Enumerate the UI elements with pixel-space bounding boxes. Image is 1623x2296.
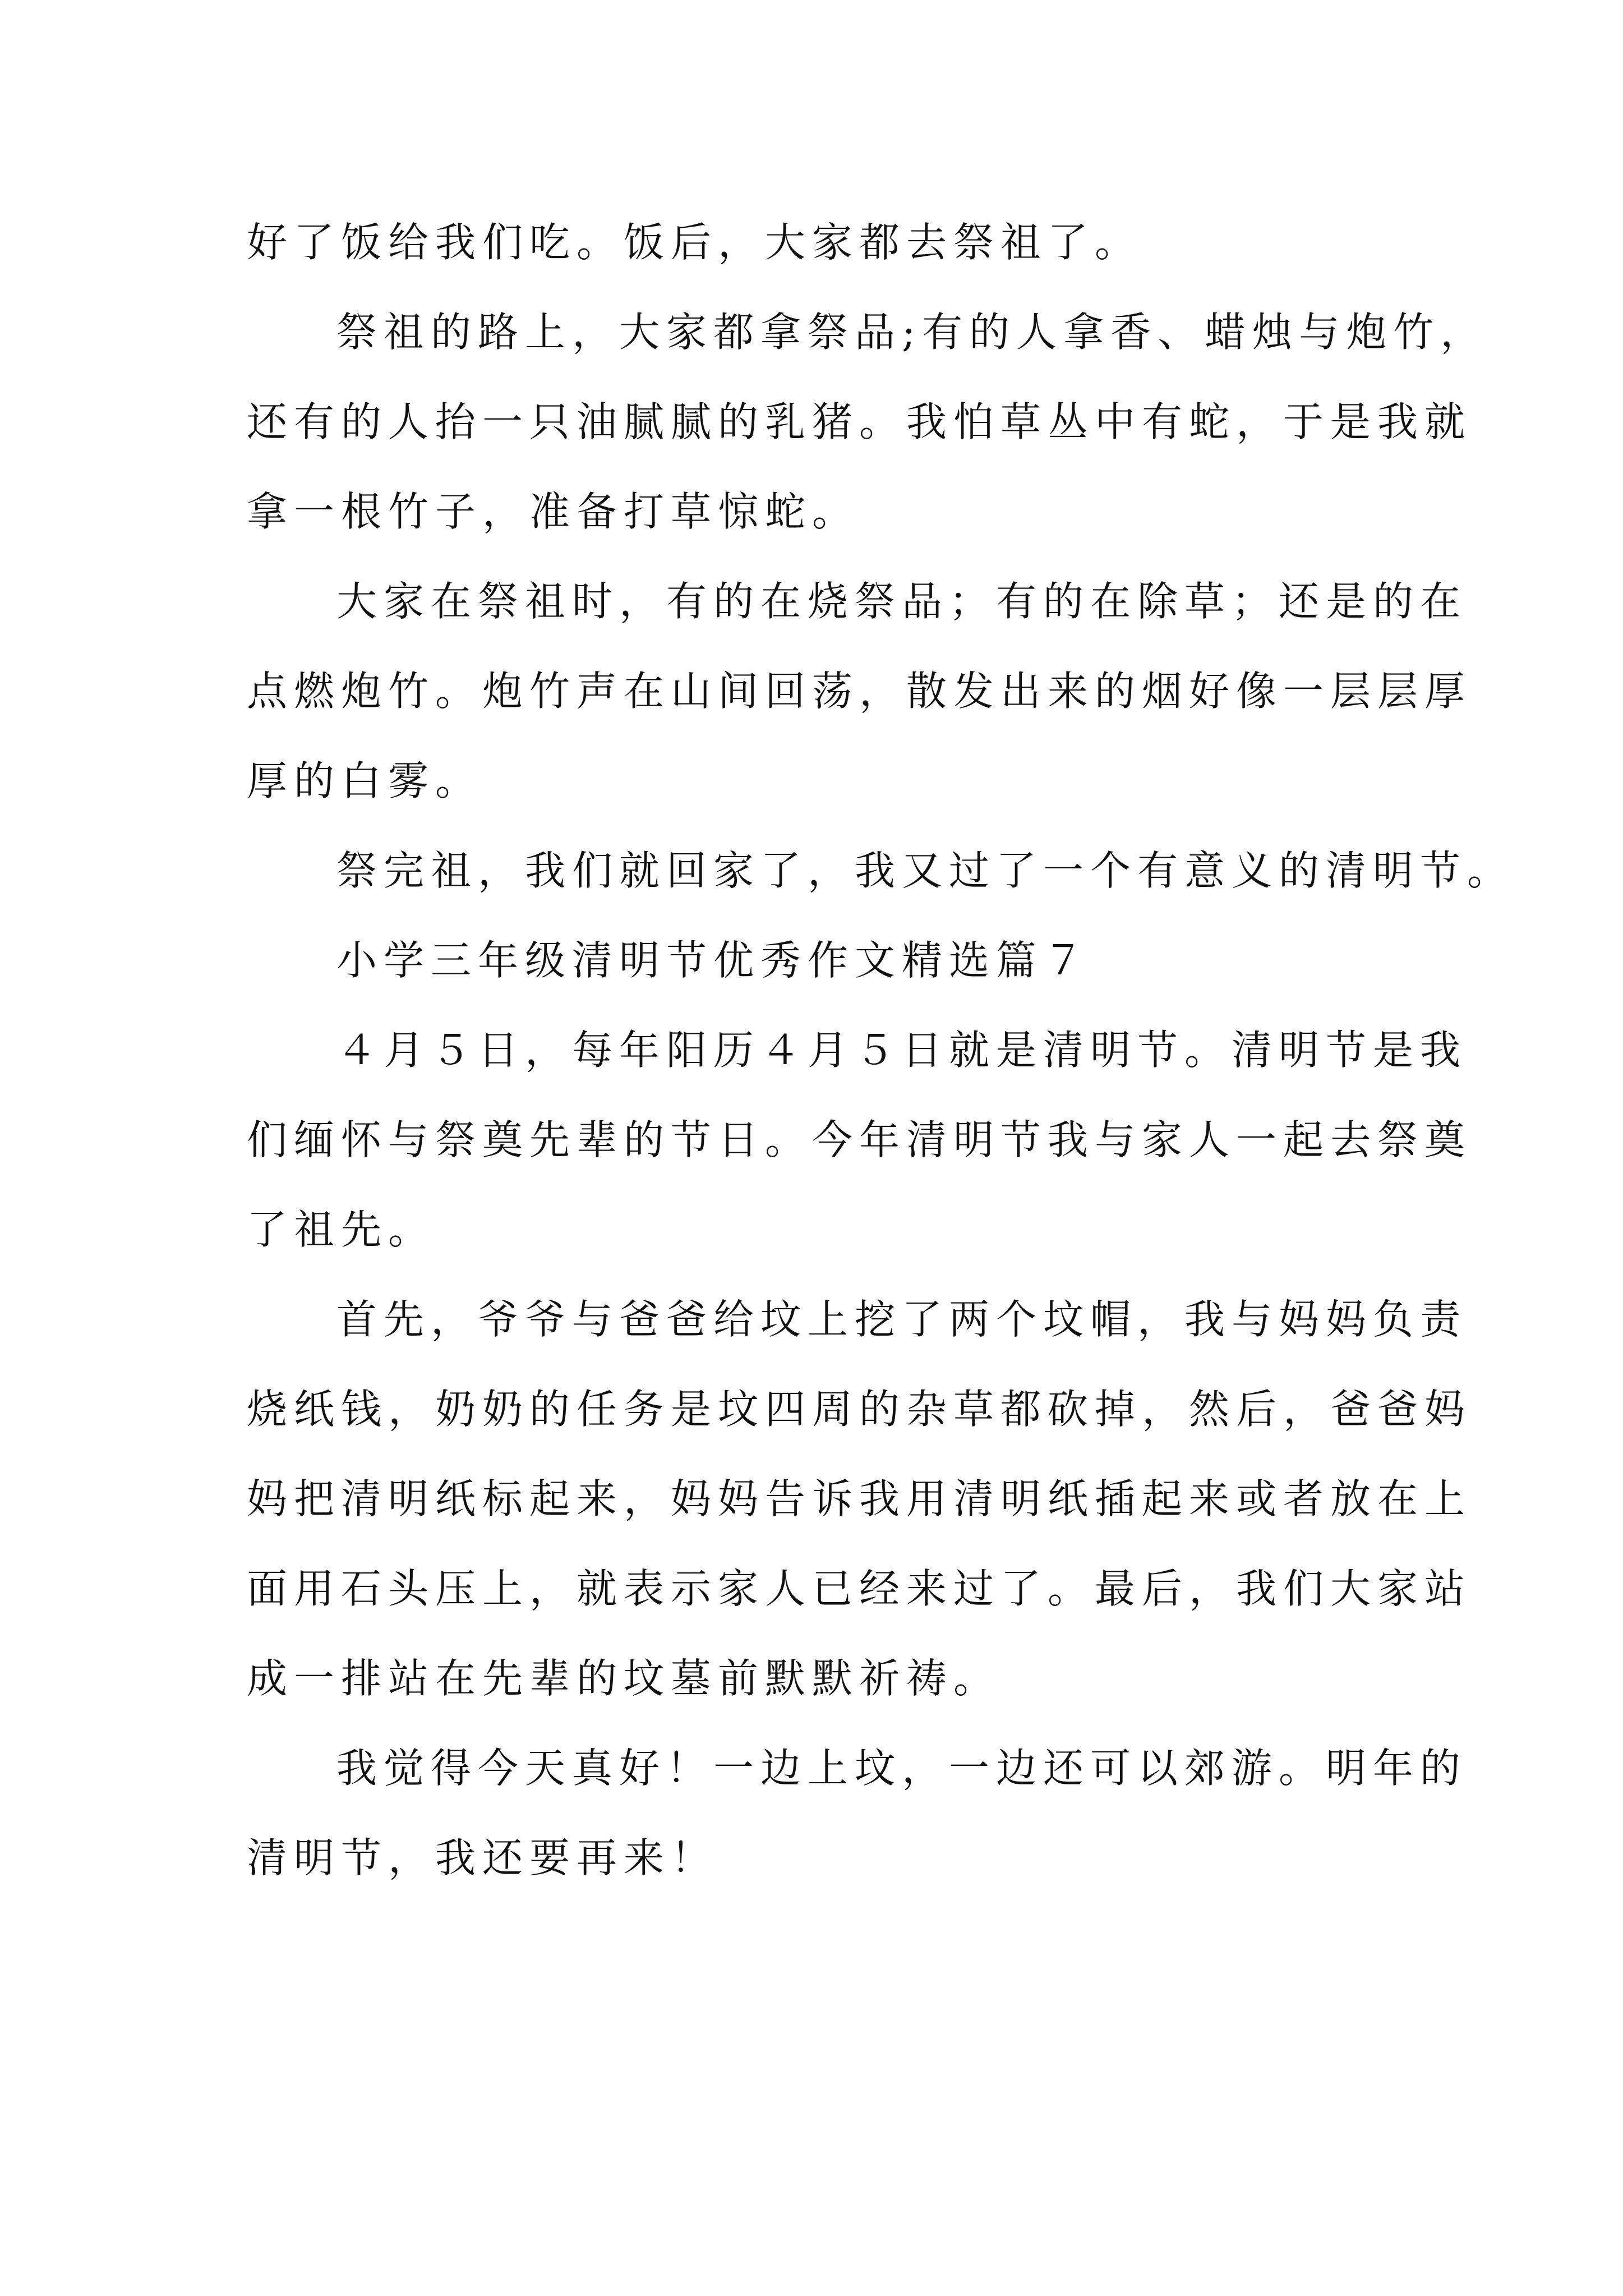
text-line: 厚的白雾。 [247,757,483,804]
paragraph-start-line: 祭完祖，我们就回家了，我又过了一个有意义的清明节。 [336,847,1515,894]
text-line: 烧纸钱，奶奶的任务是坟四周的杂草都砍掉，然后，爸爸妈 [247,1386,1472,1433]
essay-body [247,197,1515,1903]
text-line: 们缅怀与祭奠先辈的节日。今年清明节我与家人一起去祭奠 [247,1116,1472,1163]
text-line: 面用石头压上，就表示家人已经来过了。最后，我们大家站 [247,1565,1472,1612]
text-line: 还有的人抬一只油腻腻的乳猪。我怕草丛中有蛇，于是我就 [247,398,1472,445]
text-line: 了祖先。 [247,1206,436,1253]
text-line: 拿一根竹子，准备打草惊蛇。 [247,488,860,535]
text-line: 清明节，我还要再来！ [247,1834,718,1881]
text-line: 妈把清明纸标起来，妈妈告诉我用清明纸插起来或者放在上 [247,1475,1472,1522]
paragraph-start-line: 我觉得今天真好！一边上坟，一边还可以郊游。明年的 [336,1745,1468,1792]
text-line: 点燃炮竹。炮竹声在山间回荡，散发出来的烟好像一层层厚 [247,668,1472,715]
paragraph-start-line: 首先，爷爷与爸爸给坟上挖了两个坟帽，我与妈妈负责 [336,1296,1468,1343]
section-title: 小学三年级清明节优秀作文精选篇７ [336,937,1091,984]
text-line: 好了饭给我们吃。饭后，大家都去祭祖了。 [247,219,1142,266]
paragraph-start-line: 大家在祭祖时，有的在烧祭品；有的在除草；还是的在 [336,578,1468,625]
paragraph-start-line: ４月５日，每年阳历４月５日就是清明节。清明节是我 [336,1027,1468,1074]
text-line: 成一排站在先辈的坟墓前默默祈祷。 [247,1655,1001,1702]
paragraph-start-line: 祭祖的路上，大家都拿祭品;有的人拿香、蜡烛与炮竹， [336,309,1488,356]
